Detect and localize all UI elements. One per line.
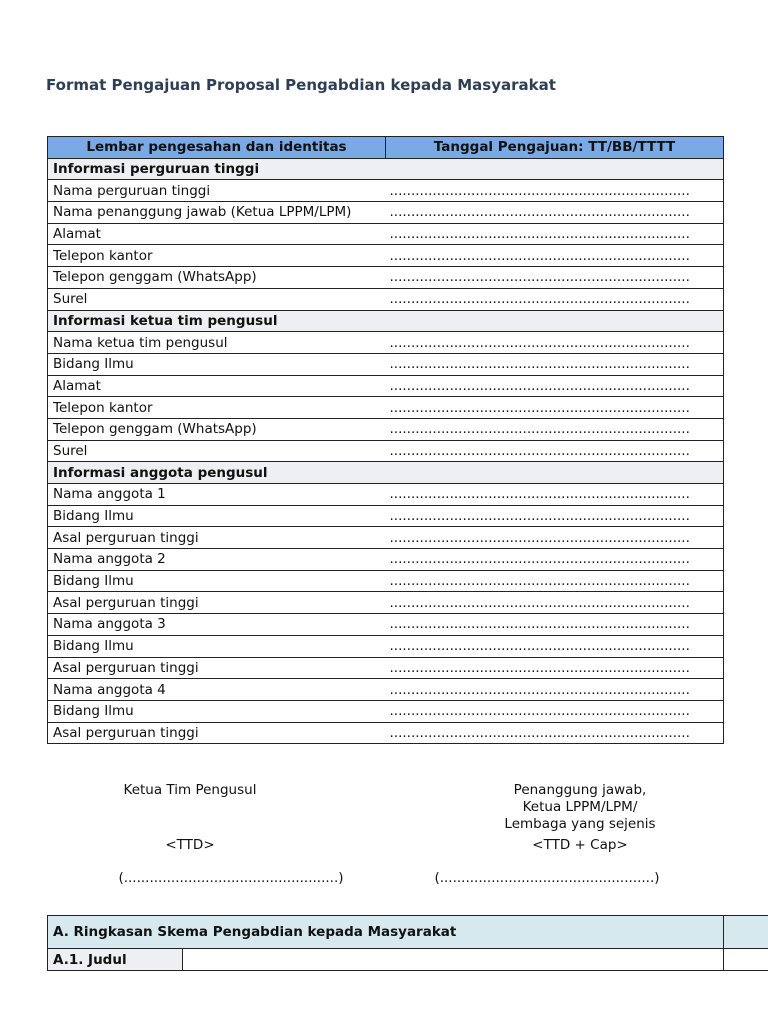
right-signature-block [470,782,690,854]
field-label: Asal perguruan tinggi [48,527,386,549]
left-signature-ttd: <TTD> [165,837,215,853]
table-row [48,223,724,245]
field-label: Alamat [48,223,386,245]
field-value-placeholder[interactable]: ...................................................................... [386,332,724,354]
judul-input-cell[interactable] [183,949,724,971]
table-row [48,245,724,267]
field-label: Telepon genggam (WhatsApp) [48,267,386,289]
identity-table [47,136,724,744]
right-signature-title-2: Ketua LPPM/LPM/ [522,799,638,815]
field-label: Nama anggota 4 [48,679,386,701]
page-title: Format Pengajuan Proposal Pengabdian kepada Masyarakat [46,76,556,94]
table-row [48,657,724,679]
header-right: Tanggal Pengajuan: TT/BB/TTTT [386,137,724,159]
field-label: Nama perguruan tinggi [48,180,386,202]
field-label: Bidang Ilmu [48,353,386,375]
field-value-placeholder[interactable]: ...................................................................... [386,635,724,657]
field-label: Nama anggota 2 [48,549,386,571]
field-label: Asal perguruan tinggi [48,722,386,744]
field-value-placeholder[interactable]: ...................................................................... [386,614,724,636]
section-heading: Informasi perguruan tinggi [48,158,724,180]
field-label: Bidang Ilmu [48,635,386,657]
header-left: Lembar pengesahan dan identitas [48,137,386,159]
field-label: Asal perguruan tinggi [48,592,386,614]
field-label: Nama penanggung jawab (Ketua LPPM/LPM) [48,202,386,224]
table-row [48,375,724,397]
summary-heading-side-cell [724,916,768,949]
table-row [48,353,724,375]
right-signature-title-1: Penanggung jawab, [513,782,647,798]
summary-judul-row [48,949,768,971]
field-label: Bidang Ilmu [48,505,386,527]
field-label: Alamat [48,375,386,397]
field-value-placeholder[interactable]: ...................................................................... [386,505,724,527]
field-value-placeholder[interactable]: ...................................................................... [386,180,724,202]
table-row [48,700,724,722]
field-label: Telepon genggam (WhatsApp) [48,418,386,440]
right-signature-name: (..................................................) [434,870,660,886]
table-row [48,635,724,657]
table-row [48,397,724,419]
table-row [48,679,724,701]
right-signature-ttd: <TTD + Cap> [532,837,628,853]
table-row [48,484,724,506]
field-label: Telepon kantor [48,397,386,419]
section-row [48,158,724,180]
field-label: Surel [48,440,386,462]
table-row [48,202,724,224]
table-row [48,614,724,636]
section-row [48,462,724,484]
field-label: Nama anggota 1 [48,484,386,506]
field-value-placeholder[interactable]: ...................................................................... [386,549,724,571]
left-signature-title: Ketua Tim Pengusul [123,782,257,798]
left-signature-block [100,782,280,854]
table-row [48,722,724,744]
field-value-placeholder[interactable]: ...................................................................... [386,527,724,549]
table-header-row [48,137,724,159]
field-label: Nama anggota 3 [48,614,386,636]
field-value-placeholder[interactable]: ...................................................................... [386,700,724,722]
summary-heading-row [48,916,768,949]
table-row [48,288,724,310]
table-row [48,332,724,354]
table-row [48,180,724,202]
table-row [48,267,724,289]
field-value-placeholder[interactable]: ...................................................................... [386,223,724,245]
field-label: Nama ketua tim pengusul [48,332,386,354]
field-value-placeholder[interactable]: ...................................................................... [386,592,724,614]
table-row [48,570,724,592]
field-label: Asal perguruan tinggi [48,657,386,679]
table-row [48,505,724,527]
field-value-placeholder[interactable]: ...................................................................... [386,440,724,462]
table-row [48,418,724,440]
field-label: Bidang Ilmu [48,570,386,592]
right-signature-title-3: Lembaga yang sejenis [504,816,656,832]
field-label: Surel [48,288,386,310]
field-value-placeholder[interactable]: ...................................................................... [386,397,724,419]
left-signature-name: (..................................................) [118,870,344,886]
field-value-placeholder[interactable]: ...................................................................... [386,375,724,397]
field-label: Telepon kantor [48,245,386,267]
judul-label: A.1. Judul [48,949,183,971]
section-row [48,310,724,332]
section-heading: Informasi ketua tim pengusul [48,310,724,332]
table-row [48,440,724,462]
field-value-placeholder[interactable]: ...................................................................... [386,288,724,310]
judul-side-cell [724,949,768,971]
table-row [48,592,724,614]
field-value-placeholder[interactable]: ...................................................................... [386,679,724,701]
field-value-placeholder[interactable]: ...................................................................... [386,722,724,744]
field-value-placeholder[interactable]: ...................................................................... [386,353,724,375]
field-value-placeholder[interactable]: ...................................................................... [386,484,724,506]
table-row [48,527,724,549]
field-value-placeholder[interactable]: ...................................................................... [386,202,724,224]
field-value-placeholder[interactable]: ...................................................................... [386,418,724,440]
table-row [48,549,724,571]
section-heading: Informasi anggota pengusul [48,462,724,484]
field-value-placeholder[interactable]: ...................................................................... [386,657,724,679]
summary-table [47,915,768,971]
summary-heading: A. Ringkasan Skema Pengabdian kepada Masyarakat [48,916,724,949]
field-value-placeholder[interactable]: ...................................................................... [386,245,724,267]
field-label: Bidang Ilmu [48,700,386,722]
field-value-placeholder[interactable]: ...................................................................... [386,267,724,289]
field-value-placeholder[interactable]: ...................................................................... [386,570,724,592]
